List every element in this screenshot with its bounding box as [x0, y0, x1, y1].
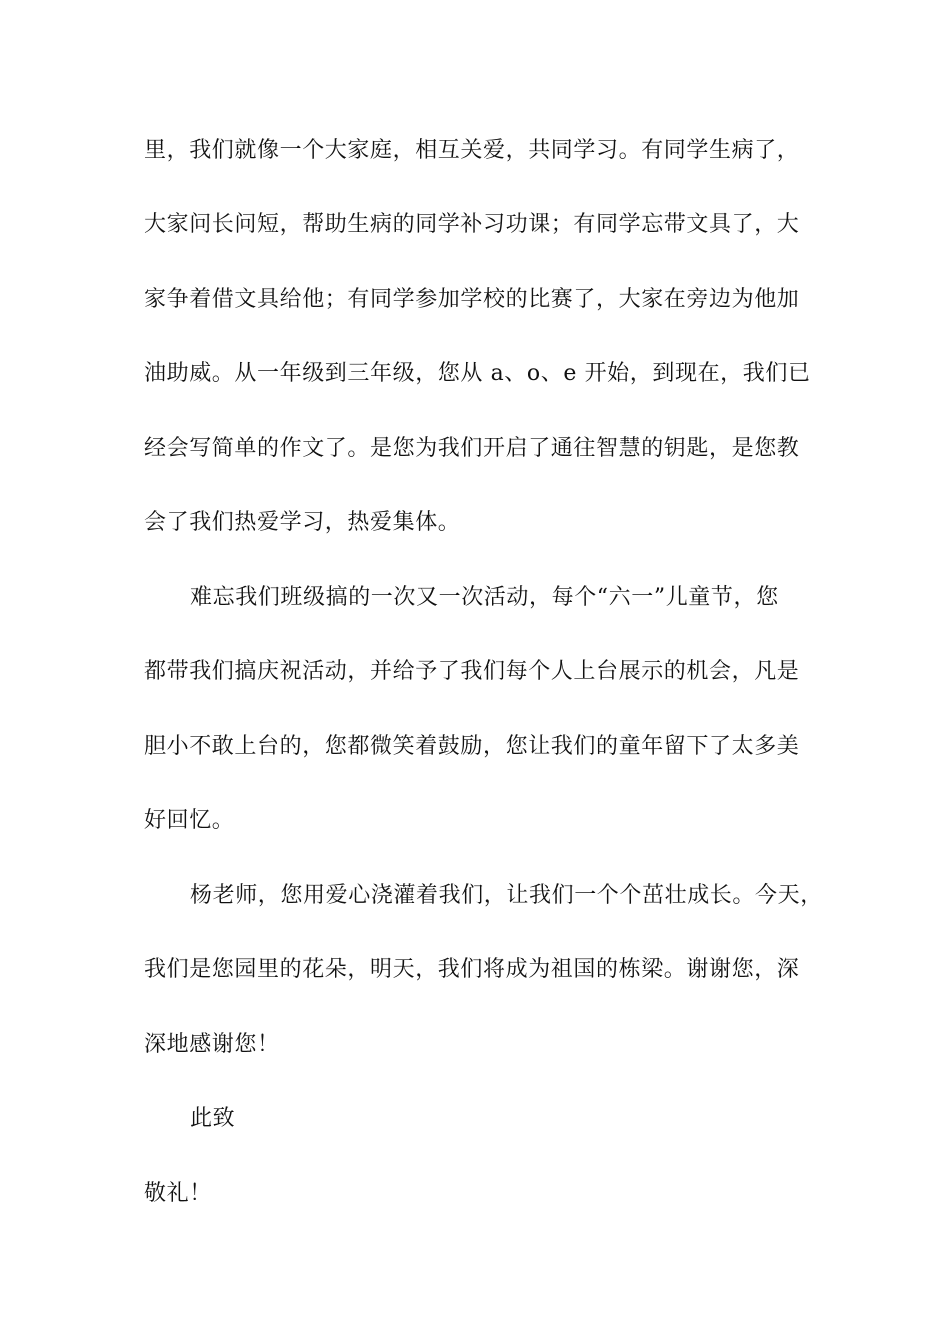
body-line: 油助威。从一年级到三年级，您从 a、o、e 开始，到现在，我们已: [144, 361, 811, 386]
body-line: 家争着借文具给他；有同学参加学校的比赛了，大家在旁边为他加: [144, 287, 800, 312]
body-line: 胆小不敢上台的，您都微笑着鼓励，您让我们的童年留下了太多美: [144, 734, 800, 759]
paragraph-first-line: 杨老师，您用爱心浇灌着我们，让我们一个个茁壮成长。今天，: [190, 883, 823, 908]
body-line: 经会写简单的作文了。是您为我们开启了通往智慧的钥匙，是您教: [144, 436, 800, 461]
closing-regards: 敬礼！: [144, 1181, 212, 1206]
body-line: 大家问长问短，帮助生病的同学补习功课；有同学忘带文具了，大: [144, 212, 800, 237]
body-line: 好回忆。: [144, 808, 235, 833]
body-line: 深地感谢您！: [144, 1032, 280, 1057]
paragraph-first-line: 难忘我们班级搞的一次又一次活动，每个“六一”儿童节，您: [190, 585, 779, 610]
closing-salutation: 此致: [190, 1106, 236, 1131]
body-line: 我们是您园里的花朵，明天，我们将成为祖国的栋梁。谢谢您，深: [144, 957, 800, 982]
body-line: 里，我们就像一个大家庭，相互关爱，共同学习。有同学生病了，: [144, 138, 800, 163]
body-line: 都带我们搞庆祝活动，并给予了我们每个人上台展示的机会，凡是: [144, 659, 800, 684]
body-line: 会了我们热爱学习，热爱集体。: [144, 510, 461, 535]
